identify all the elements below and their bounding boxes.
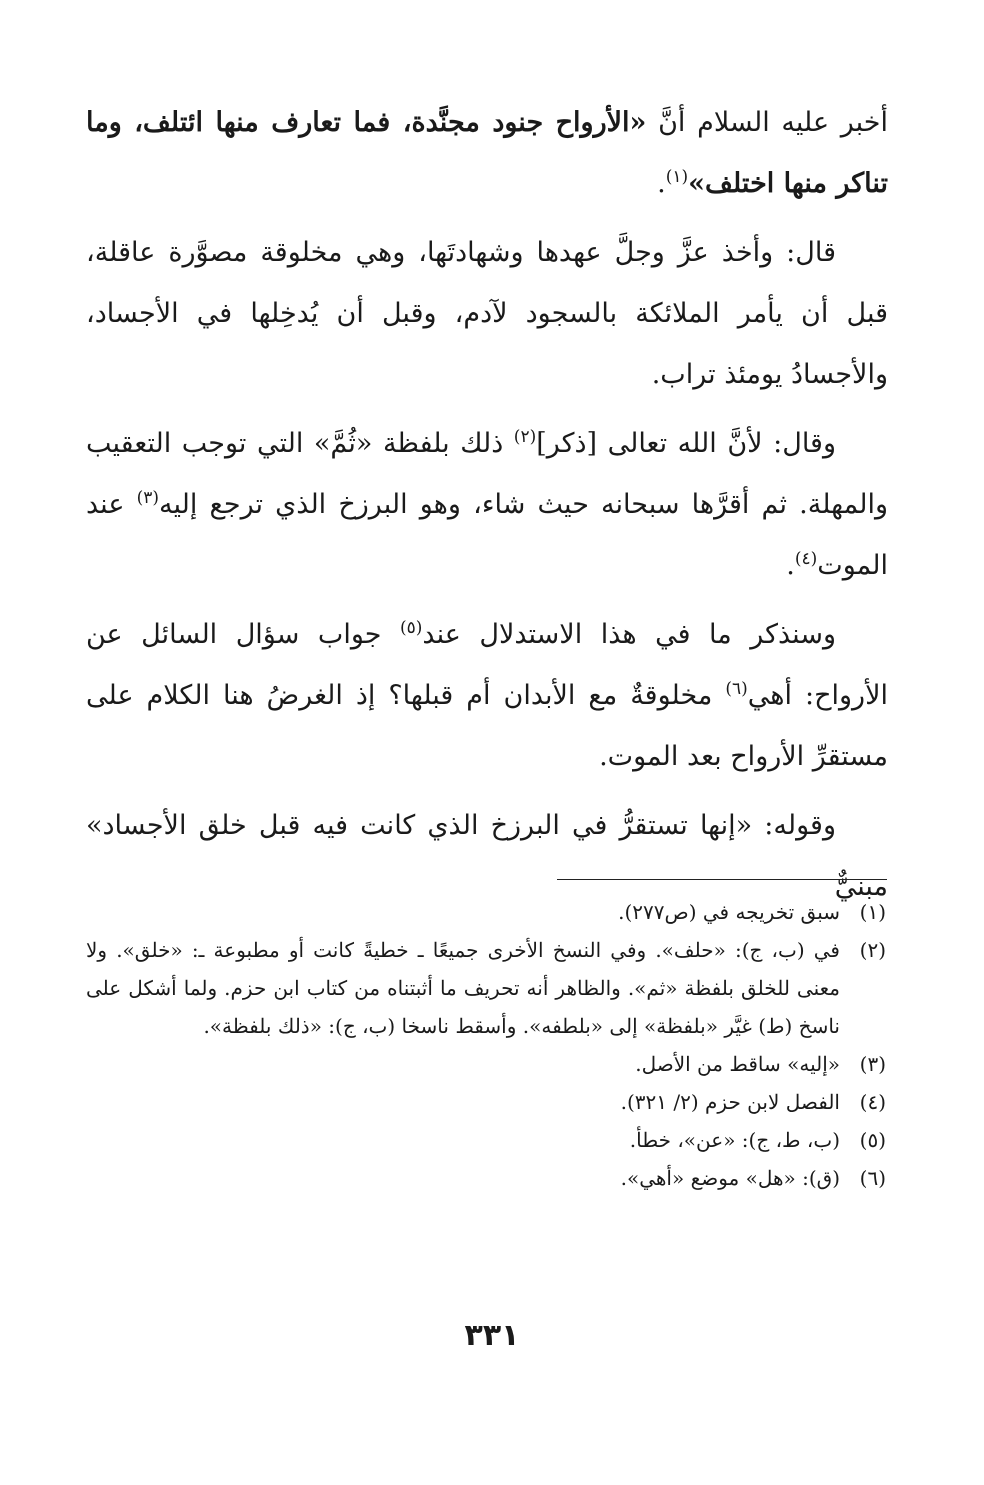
paragraph-5: وقوله: «إنها تستقرُّ في البرزخ الذي كانت فيه قبل خلق الأجساد» مبنيٌّ (86, 810, 888, 902)
hadith-quote: «الأرواح جنود مجنَّدة، فما تعارف منها ائتلف، وما تناكر منها اختلف» (86, 107, 888, 199)
paragraph-2: قال: وأخذ عزَّ وجلَّ عهدها وشهادتَها، وهي مخلوقة مصوَّرة عاقلة، قبل أن يأمر الملائكة بالسجود لآدم، وقبل أن يُدخِلها في الأجساد، والأجسادُ يومئذ تراب. (86, 237, 888, 390)
footnote-2 (86, 931, 886, 1045)
footnote-3 (86, 1045, 886, 1083)
footnote-ref-5: (٥) (399, 618, 423, 638)
footnote-text: (ب، ط، ج): «عن»، خطأ. (629, 1128, 840, 1152)
footnote-divider (557, 879, 887, 880)
footnote-text: سبق تخريجه في (ص٢٧٧). (618, 900, 840, 924)
paragraph-1 (86, 92, 888, 214)
footnote-number: (٥) (859, 1128, 886, 1152)
footnote-number: (٣) (859, 1052, 886, 1076)
footnote-4 (86, 1083, 886, 1121)
footnote-text: «إليه» ساقط من الأصل. (635, 1052, 840, 1076)
paragraph-4-part-b: جواب سؤال السائل عن الأرواح: أهي (86, 619, 888, 711)
footnote-number: (٤) (859, 1090, 886, 1114)
paragraph-3-part-c: عند الموت (86, 489, 888, 581)
page-number: ٣٣١ (464, 1318, 520, 1353)
paragraph-3 (86, 413, 888, 596)
footnote-number: (١) (859, 900, 886, 924)
footnote-ref-6: (٦) (725, 679, 748, 699)
paragraph-3-part-d: . (786, 550, 795, 581)
footnote-ref-2: (٢) (513, 427, 537, 447)
footnote-1 (86, 893, 886, 931)
footnote-5 (86, 1121, 886, 1159)
paragraph-4-part-a: وسنذكر ما في هذا الاستدلال عند (422, 619, 836, 650)
paragraph-1-end: . (657, 168, 666, 199)
paragraph-1-intro: أخبر عليه السلام أنَّ (646, 107, 888, 138)
footnote-6 (86, 1159, 886, 1197)
footnote-number: (٢) (859, 938, 886, 962)
footnote-text: الفصل لابن حزم (٢/ ٣٢١). (620, 1090, 840, 1114)
paragraph-3-part-b: ذلك بلفظة «ثُمَّ» التي توجب التعقيب والمهلة. ثم أقرَّها سبحانه حيث شاء، وهو البرزخ الذي ترجع إليه (86, 428, 889, 520)
paragraph-3-part-a: وقال: لأنَّ الله تعالى [ذكر] (536, 428, 836, 459)
footnote-number: (٦) (859, 1166, 886, 1190)
main-text (86, 92, 888, 925)
footnote-ref-3: (٣) (136, 488, 160, 508)
footnotes (86, 893, 886, 1197)
footnote-text: (ق): «هل» موضع «أهي». (620, 1166, 840, 1190)
paragraph-4-part-c: مخلوقةٌ مع الأبدان أم قبلها؟ إذ الغرضُ هنا الكلام على مستقرِّ الأرواح بعد الموت. (86, 680, 888, 772)
paragraph-4 (86, 604, 888, 787)
footnote-ref-1: (١) (665, 167, 689, 187)
footnote-text: في (ب، ج): «حلف». وفي النسخ الأخرى جميعًا ـ خطيةً كانت أو مطبوعة ـ: «خلق». ولا معنى للخلق بلفظة «ثم». والظاهر أنه تحريف ما أثبتناه من كتاب ابن حزم. ولما أشكل على ناسخ (ط) غيَّر «بلفظة» إلى «بلطفه». وأسقط ناسخا (ب، ج): «ذلك بلفظة». (86, 938, 840, 1038)
footnote-ref-4: (٤) (794, 549, 818, 569)
